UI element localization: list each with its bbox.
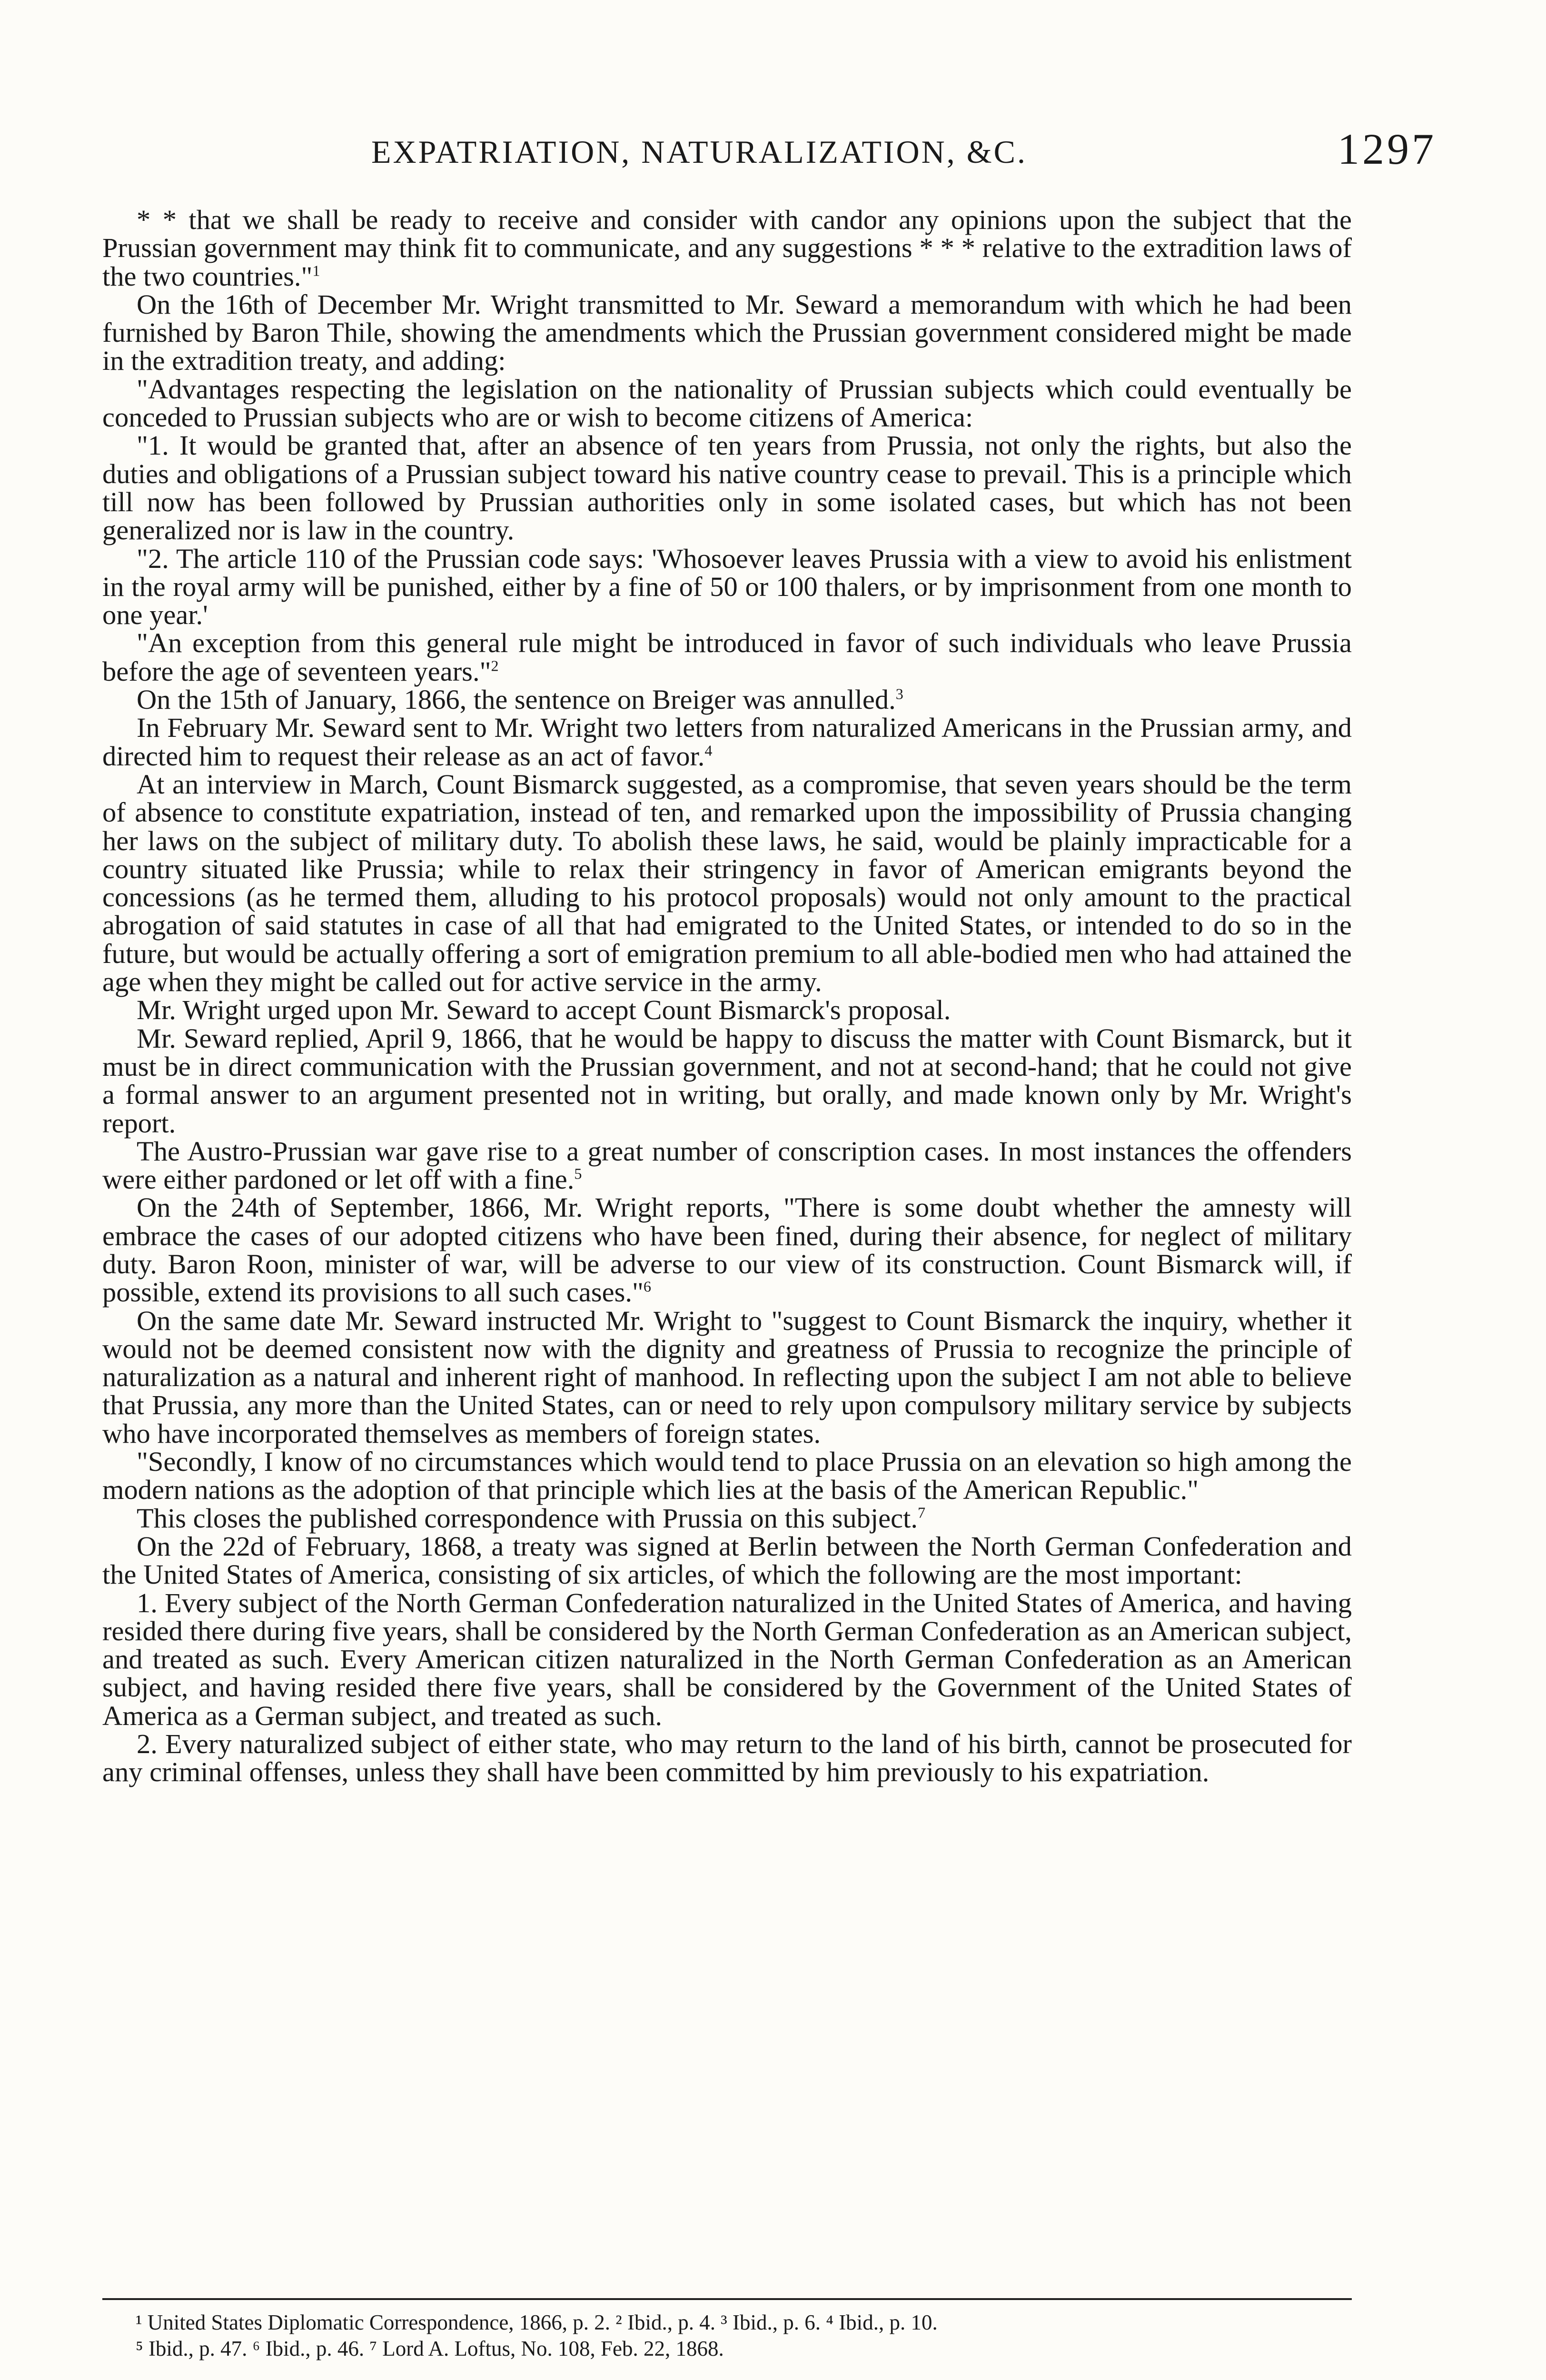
body-text [102,206,1352,1786]
paragraph: "An exception from this general rule might be introduced in favor of such individuals who leave Prussia before the age of seventeen years."$^2$ [102,627,1352,687]
paragraph: On the 16th of December Mr. Wright transmitted to Mr. Seward a memorandum with which he had been furnished by Baron Thile, showing the amendments which the Prussian government considered might be made in the extradition treaty, and adding: [102,288,1352,377]
paragraph: "1. It would be granted that, after an absence of ten years from Prussia, not only the rights, but also the duties and obligations of a Prussian subject toward his native country cease to prevail. This is a principle which till now has been followed by Prussian authorities only in some isolated cases, but which has not been generalized nor is law in the country. [102,430,1352,546]
page-number: 1297 [1338,125,1437,173]
paragraph: At an interview in March, Count Bismarck suggested, as a compromise, that seven years should be the term of absence to constitute expatriation, instead of ten, and remarked upon the impossibility of Prussia changing her laws on the subject of military duty. To abolish these laws, he said, would be plainly impracticable for a country situated like Prussia; while to relax their stringency in favor of American emigrants beyond the concessions (as he termed them, alluding to his protocol proposals) would not only amount to the practical abrogation of said statutes in case of all that had emigrated to the United States, or intended to do so in the future, but would be actually offering a sort of emigration premium to all able-bodied men who had attained the age when they might be called out for active service in the army. [102,768,1352,998]
footnote-divider [102,2298,1352,2300]
paragraph: In February Mr. Seward sent to Mr. Wright two letters from naturalized Americans in the Prussian army, and directed him to request their release as an act of favor.$^4$ [102,712,1352,772]
paragraph: 1. Every subject of the North German Confederation naturalized in the United States of America, and having resided there during five years, shall be considered by the North German Confederation as an American subject, and treated as such. Every American citizen naturalized in the North German Confederation as an American subject, and having resided there five years, shall be considered by the Government of the United States of America as a German subject, and treated as such. [102,1587,1352,1731]
paragraph: On the 15th of January, 1866, the sentence on Breiger was annulled.$^3$ [137,684,903,715]
paragraph: "2. The article 110 of the Prussian code says: 'Whosoever leaves Prussia with a view to avoid his enlistment in the royal army will be punished, either by a fine of 50 or 100 thalers, or by imprisonment from one month to one year.' [102,543,1352,631]
paragraph: On the 24th of September, 1866, Mr. Wright reports, "There is some doubt whether the amnesty will embrace the cases of our adopted citizens who have been fined, during their absence, for neglect of military duty. Baron Roon, minister of war, will be adverse to our view of its construction. Count Bismarck will, if possible, extend its provisions to all such cases."$^6$ [102,1192,1352,1308]
paragraph: "Advantages respecting the legislation on the nationality of Prussian subjects which could eventually be conceded to Prussian subjects who are or wish to become citizens of America: [102,373,1352,433]
running-title: EXPATRIATION, NATURALIZATION, &C. [371,134,1028,170]
footnote-line: ¹ United States Diplomatic Correspondence, 1866, p. 2. ² Ibid., p. 4. ³ Ibid., p. 6. ⁴ Ibid., p. 10. [136,2311,938,2334]
paragraph: Mr. Seward replied, April 9, 1866, that he would be happy to discuss the matter with Count Bismarck, but it must be in direct communication with the Prussian government, and not at second-hand; that he could not give a formal answer to an argument presented not in writing, but orally, and made known only by Mr. Wright's report. [102,1022,1352,1139]
paragraph: On the 22d of February, 1868, a treaty was signed at Berlin between the North German Confederation and the United States of America, consisting of six articles, of which the following are the most important: [102,1530,1352,1590]
footnote-line: ⁵ Ibid., p. 47. ⁶ Ibid., p. 46. ⁷ Lord A. Loftus, No. 108, Feb. 22, 1868. [136,2337,724,2360]
page-header [100,114,1437,181]
footnotes [102,2310,1352,2362]
paragraph: * * that we shall be ready to receive and consider with candor any opinions upon the subject that the Prussian government may think fit to communicate, and any suggestions * * * relative to the extradition laws of the two countries."$^1$ [102,204,1352,292]
paragraph: This closes the published correspondence with Prussia on this subject.$^7$ [137,1502,926,1534]
paragraph: "Secondly, I know of no circumstances which would tend to place Prussia on an elevation so high among the modern nations as the adoption of that principle which lies at the basis of the American Republic." [102,1446,1352,1506]
paragraph: Mr. Wright urged upon Mr. Seward to accept Count Bismarck's proposal. [137,994,951,1026]
paragraph: The Austro-Prussian war gave rise to a great number of conscription cases. In most instances the offenders were either pardoned or let off with a fine.$^5$ [102,1135,1352,1195]
paragraph: 2. Every naturalized subject of either state, who may return to the land of his birth, cannot be prosecuted for any criminal offenses, unless they shall have been committed by him previously to his expatriation. [102,1728,1352,1788]
paragraph: On the same date Mr. Seward instructed Mr. Wright to "suggest to Count Bismarck the inquiry, whether it would not be deemed consistent now with the dignity and greatness of Prussia to recognize the principle of naturalization as a natural and inherent right of manhood. In reflecting upon the subject I am not able to believe that Prussia, any more than the United States, can or need to rely upon compulsory military service by subjects who have incorporated themselves as members of foreign states. [102,1305,1352,1449]
